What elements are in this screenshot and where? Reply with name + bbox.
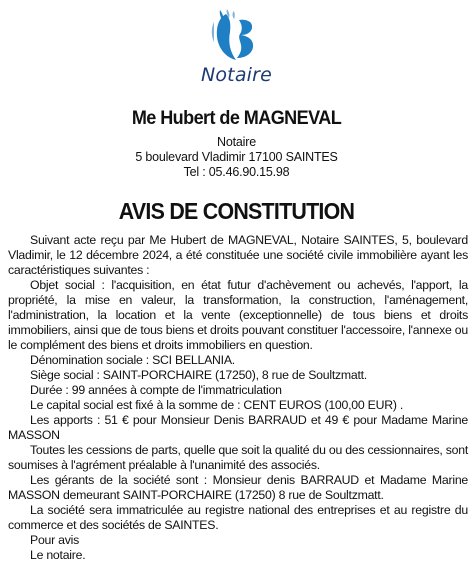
notice-paragraph: Suivant acte reçu par Me Hubert de MAGNEVAL, Notaire SAINTES, 5, boulevard Vladimir, le 12 décembre 2024, a été constituée une société civile immobilière ayant les caractéristiques suivantes : bbox=[8, 233, 468, 277]
notice-paragraph: Le notaire. bbox=[30, 548, 86, 562]
notice-paragraph: La société sera immatriculée au registre national des entreprises et au registre du commerce et des sociétés de SAINTES. bbox=[8, 503, 468, 532]
office-phone: Tel : 05.46.90.15.98 bbox=[183, 165, 290, 179]
notice-body bbox=[8, 233, 468, 563]
notice-paragraph: Pour avis bbox=[30, 533, 80, 547]
notice-paragraph: Toutes les cessions de parts, quelle que soit la qualité du ou des cessionnaires, sont soumises à l'agrément préalable à l'unanimité des associés. bbox=[8, 443, 468, 472]
notice-paragraph: Les gérants de la société sont : Monsieur denis BARRAUD et Madame Marine MASSON demeurant SAINT-PORCHAIRE (17250) 8 rue de Soultzmatt. bbox=[8, 473, 468, 502]
notice-paragraph: Dénomination sociale : SCI BELLANIA. bbox=[30, 353, 235, 367]
notice-paragraph: Siège social : SAINT-PORCHAIRE (17250), 8 rue de Soultzmatt. bbox=[30, 368, 367, 382]
notice-paragraph: Le capital social est fixé à la somme de : CENT EUROS (100,00 EUR) . bbox=[30, 398, 404, 412]
notice-paragraph: Durée : 99 années à compte de l'immatriculation bbox=[30, 383, 282, 397]
notice-title: AVIS DE CONSTITUTION bbox=[118, 198, 355, 224]
logo-wordmark: Notaire bbox=[200, 64, 273, 86]
notaire-logo bbox=[0, 6, 473, 88]
office-name: Me Hubert de MAGNEVAL bbox=[131, 108, 342, 129]
marianne-logo-icon bbox=[206, 6, 268, 64]
notice-paragraph: Les apports : 51 € pour Monsieur Denis BARRAUD et 49 € pour Madame Marine MASSON bbox=[8, 413, 468, 442]
notice-paragraph: Objet social : l'acquisition, en état futur d'achèvement ou achevés, l'apport, la propriété, la mise en valeur, la transformation, la construction, l'aménagement, l'administration, la location et la vente (exceptionnelle) de tous biens et droits immobiliers, ainsi que de tous biens et droits pouvant constituer l'accessoire, l'annexe ou le complément des biens et droits immobiliers en question. bbox=[8, 278, 468, 352]
office-address: 5 boulevard Vladimir 17100 SAINTES bbox=[135, 150, 338, 164]
office-role: Notaire bbox=[217, 135, 256, 149]
